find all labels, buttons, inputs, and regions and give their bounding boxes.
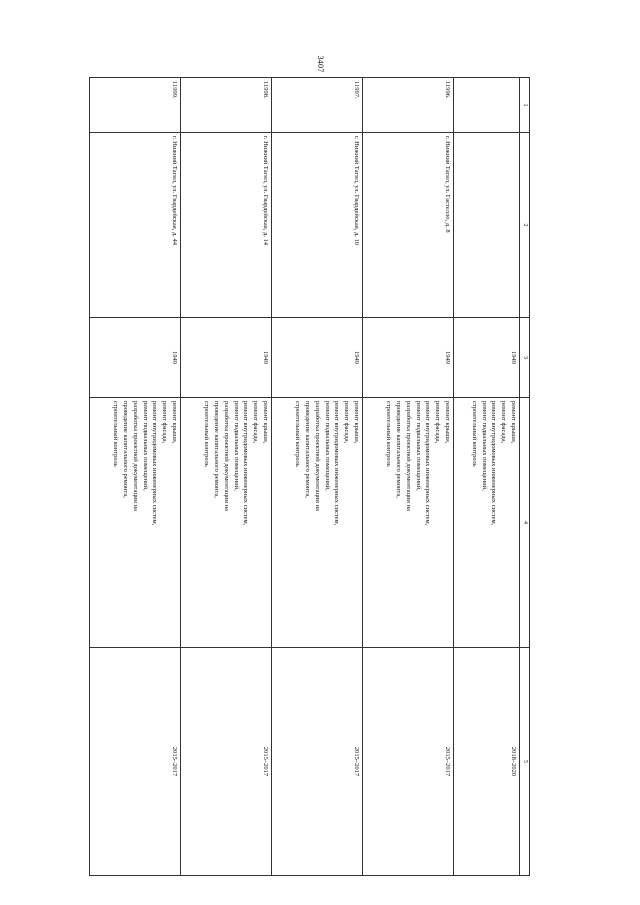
- rotated-table-container: [89, 77, 530, 850]
- work-item: ремонт подвальных помещений,: [414, 401, 422, 491]
- column-header-1: 1: [520, 78, 530, 133]
- year-cell: 1949: [453, 318, 519, 398]
- address-cell: [453, 133, 519, 318]
- table-header: [520, 78, 530, 876]
- work-item: ремонт крыши,: [262, 401, 269, 444]
- work-item: ремонт внутридомовых инженерных систем,: [333, 401, 341, 526]
- work-item: строительный контроль: [203, 401, 211, 467]
- work-item: ремонт крыши,: [352, 401, 360, 444]
- work-item: ремонт внутридомовых инженерных систем,: [424, 401, 432, 526]
- table-row: [272, 78, 363, 876]
- work-item: ремонт фасада,: [500, 401, 508, 444]
- row-number-cell: 11997.: [272, 78, 363, 133]
- year-cell: 1949: [181, 318, 272, 398]
- header-row: [520, 78, 530, 876]
- address-cell: г. Нижний Тагил, ул. Гвардейская, д. 10: [272, 133, 363, 318]
- works-cell: [90, 398, 181, 648]
- column-header-5: 5: [520, 648, 530, 876]
- row-number-cell: 11999.: [90, 78, 181, 133]
- work-item: строительный контроль: [112, 401, 120, 467]
- year-cell: 1949: [272, 318, 363, 398]
- work-item: строительный контроль: [385, 401, 393, 467]
- work-item: ремонт подвальных помещений,: [323, 401, 331, 491]
- page-number: 3407: [316, 55, 325, 73]
- work-item: разработка проектной документации на: [313, 401, 321, 511]
- work-item: ремонт подвальных помещений,: [480, 401, 488, 491]
- work-item: ремонт фасада,: [252, 401, 260, 444]
- work-item: ремонт подвальных помещений,: [232, 401, 240, 491]
- works-cell: [272, 398, 363, 648]
- work-item: ремонт крыши,: [171, 401, 179, 444]
- table-row: [181, 78, 272, 876]
- period-cell: 2015–2017: [362, 648, 453, 876]
- work-item: ремонт крыши,: [443, 401, 451, 444]
- year-cell: 1949: [90, 318, 181, 398]
- work-item: разработка проектной документации на: [222, 401, 230, 511]
- work-item: строительный контроль: [470, 401, 478, 467]
- works-cell: [453, 398, 519, 648]
- table-row: [362, 78, 453, 876]
- work-item: проведение капитального ремонта,: [122, 401, 130, 498]
- work-item: разработка проектной документации на: [404, 401, 412, 511]
- row-number-cell: 11996.: [362, 78, 453, 133]
- repair-schedule-table: [89, 77, 530, 876]
- works-cell: [181, 398, 272, 648]
- column-header-2: 2: [520, 133, 530, 318]
- work-item: проведение капитального ремонта,: [303, 401, 311, 498]
- work-item: ремонт внутридомовых инженерных систем,: [151, 401, 159, 526]
- period-cell: 2015–2017: [90, 648, 181, 876]
- address-cell: г. Нижний Тагил, ул. Гастелло, д. 8: [362, 133, 453, 318]
- work-item: проведение капитального ремонта,: [213, 401, 221, 498]
- work-item: ремонт внутридомовых инженерных систем,: [490, 401, 498, 526]
- address-cell: г. Нижний Тагил, ул. Гвардейская, д. 14: [181, 133, 272, 318]
- work-item: ремонт фасада,: [161, 401, 169, 444]
- work-item: ремонт фасада,: [343, 401, 351, 444]
- work-item: ремонт подвальных помещений,: [141, 401, 149, 491]
- column-header-3: 3: [520, 318, 530, 398]
- row-number-cell: [453, 78, 519, 133]
- period-cell: 2018–2020: [453, 648, 519, 876]
- work-item: разработка проектной документации на: [131, 401, 139, 511]
- period-cell: 2015–2017: [181, 648, 272, 876]
- work-item: ремонт внутридомовых инженерных систем,: [242, 401, 250, 526]
- work-item: проведение капитального ремонта,: [394, 401, 402, 498]
- address-cell: г. Нижний Тагил, ул. Гвардейская, д. 44: [90, 133, 181, 318]
- period-cell: 2015–2017: [272, 648, 363, 876]
- works-cell: [362, 398, 453, 648]
- row-number-cell: 11998.: [181, 78, 272, 133]
- work-item: ремонт крыши,: [510, 401, 517, 444]
- table-body: [90, 78, 520, 876]
- table-row: [90, 78, 181, 876]
- work-item: ремонт фасада,: [434, 401, 442, 444]
- table-row: [453, 78, 519, 876]
- work-item: строительный контроль: [294, 401, 302, 467]
- year-cell: 1949: [362, 318, 453, 398]
- column-header-4: 4: [520, 398, 530, 648]
